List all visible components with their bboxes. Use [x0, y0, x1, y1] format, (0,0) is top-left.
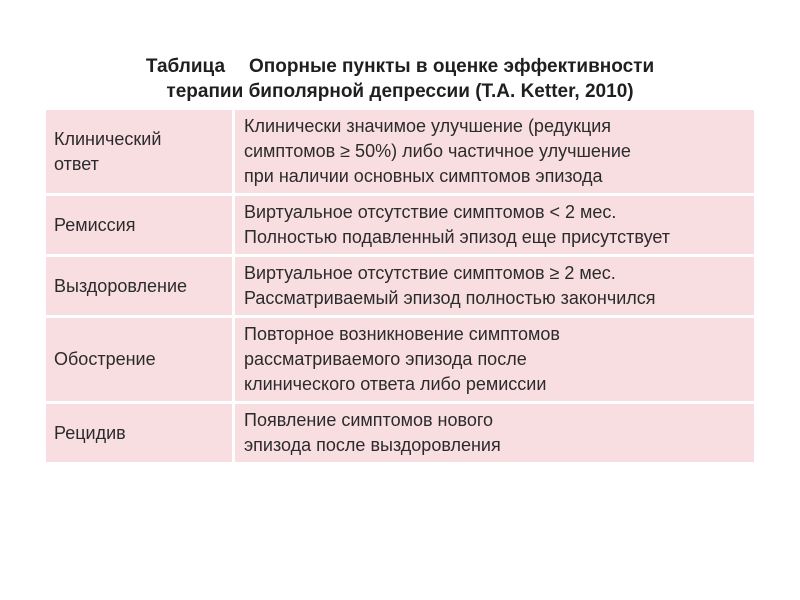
definition-line: Полностью подавленный эпизод еще присутствует: [244, 227, 671, 247]
definition-line: Повторное возникновение симптомов: [244, 324, 560, 344]
definition-line: симптомов ≥ 50%) либо частичное улучшение: [244, 141, 631, 161]
term-line: Рецидив: [54, 422, 126, 443]
definition-line: Появление симптомов нового: [244, 410, 494, 430]
caption-line-1: [0, 54, 800, 79]
table-row: [46, 195, 754, 256]
term-cell: [46, 110, 234, 195]
caption-line-2: терапии биполярной депрессии (T.A. Ketter, 2010): [166, 81, 634, 102]
definition-cell: [234, 403, 755, 463]
term-line: Клинический: [54, 128, 162, 149]
definition-cell: [234, 317, 755, 403]
term-cell: [46, 317, 234, 403]
term-line: Ремиссия: [54, 214, 136, 235]
definition-line: при наличии основных симптомов эпизода: [244, 166, 603, 186]
table-row: [46, 256, 754, 317]
definition-line: Клинически значимое улучшение (редукция: [244, 116, 612, 136]
table-row: [46, 317, 754, 403]
term-line: Обострение: [54, 349, 156, 369]
term-line: Выздоровление: [54, 275, 188, 296]
definition-cell: [234, 195, 755, 256]
term-cell: [46, 403, 234, 463]
table-caption: [0, 54, 800, 104]
definition-line: Виртуальное отсутствие симптомов ≥ 2 мес.: [244, 263, 616, 283]
term-cell: [46, 195, 234, 256]
caption-prefix: Таблица: [145, 56, 226, 77]
definition-line: клинического ответа либо ремиссии: [244, 374, 547, 394]
definition-line: рассматриваемого эпизода после: [244, 349, 527, 369]
definition-line: эпизода после выздоровления: [244, 435, 501, 455]
definition-line: Виртуальное отсутствие симптомов < 2 мес.: [244, 202, 617, 222]
table-row: [46, 110, 754, 195]
term-line: ответ: [54, 153, 99, 174]
term-cell: [46, 256, 234, 317]
caption-title: Опорные пункты в оценке эффективности: [249, 56, 655, 77]
definition-line: Рассматриваемый эпизод полностью закончился: [244, 288, 656, 308]
criteria-table: [46, 110, 754, 462]
table-row: [46, 403, 754, 463]
definition-cell: [234, 110, 755, 195]
definition-cell: [234, 256, 755, 317]
